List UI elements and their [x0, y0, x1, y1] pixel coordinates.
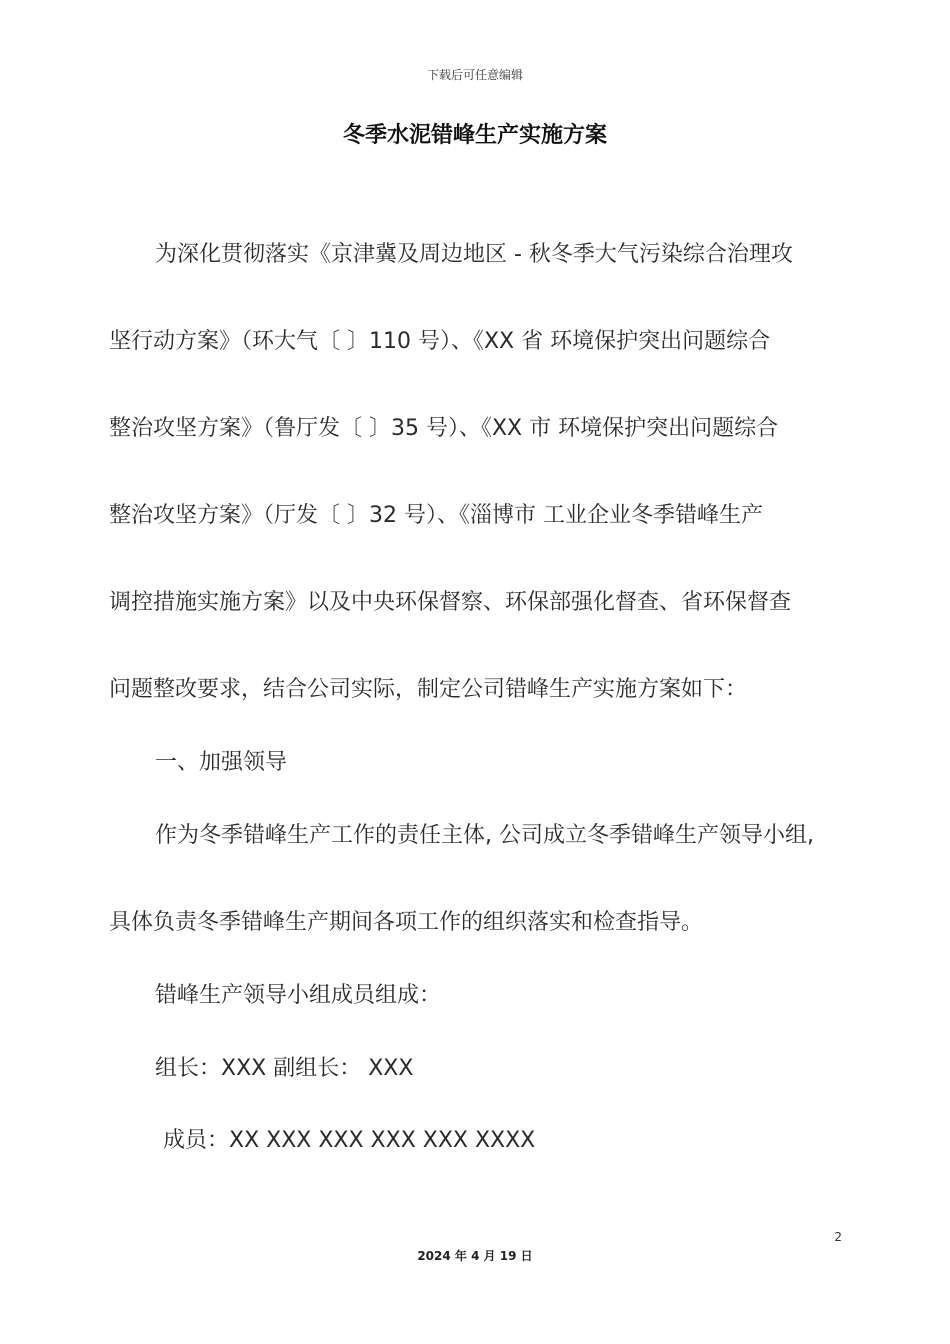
intro-line-3: 整治攻坚方案》（鲁厅发〔 〕35 号）、《XX 市 环境保护突出问题综合	[109, 416, 779, 441]
intro-line-4: 整治攻坚方案》（厅发〔 〕32 号）、《淄博市 工业企业冬季错峰生产	[109, 503, 763, 528]
section-heading-strengthen-leadership: 一、加强领导	[155, 750, 288, 775]
header-note: 下载后可任意编辑	[426, 68, 523, 82]
members-line: 成员：XX XXX XXX XXX XXX XXXX	[163, 1128, 536, 1153]
intro-line-6: 问题整改要求，结合公司实际，制定公司错峰生产实施方案如下：	[109, 677, 748, 702]
section1-line-1: 作为冬季错峰生产工作的责任主体, 公司成立冬季错峰生产领导小组,	[155, 823, 814, 848]
page-number: 2	[834, 1230, 842, 1244]
intro-line-5: 调控措施实施方案》以及中央环保督察、环保部强化督查、省环保督查	[109, 590, 792, 615]
section1-line-2: 具体负责冬季错峰生产期间各项工作的组织落实和检查指导。	[109, 910, 704, 935]
footer-date: 2024 年 4 月 19 日	[417, 1249, 533, 1263]
leaders-line: 组长：XXX 副组长： XXX	[155, 1056, 414, 1081]
document-title: 冬季水泥错峰生产实施方案	[342, 123, 607, 148]
intro-line-2: 坚行动方案》（环大气〔 〕110 号）、《XX 省 环境保护突出问题综合	[109, 329, 771, 354]
intro-line-1: 为深化贯彻落实《京津冀及周边地区 - 秋冬季大气污染综合治理攻	[155, 242, 793, 267]
members-heading: 错峰生产领导小组成员组成：	[155, 983, 442, 1008]
